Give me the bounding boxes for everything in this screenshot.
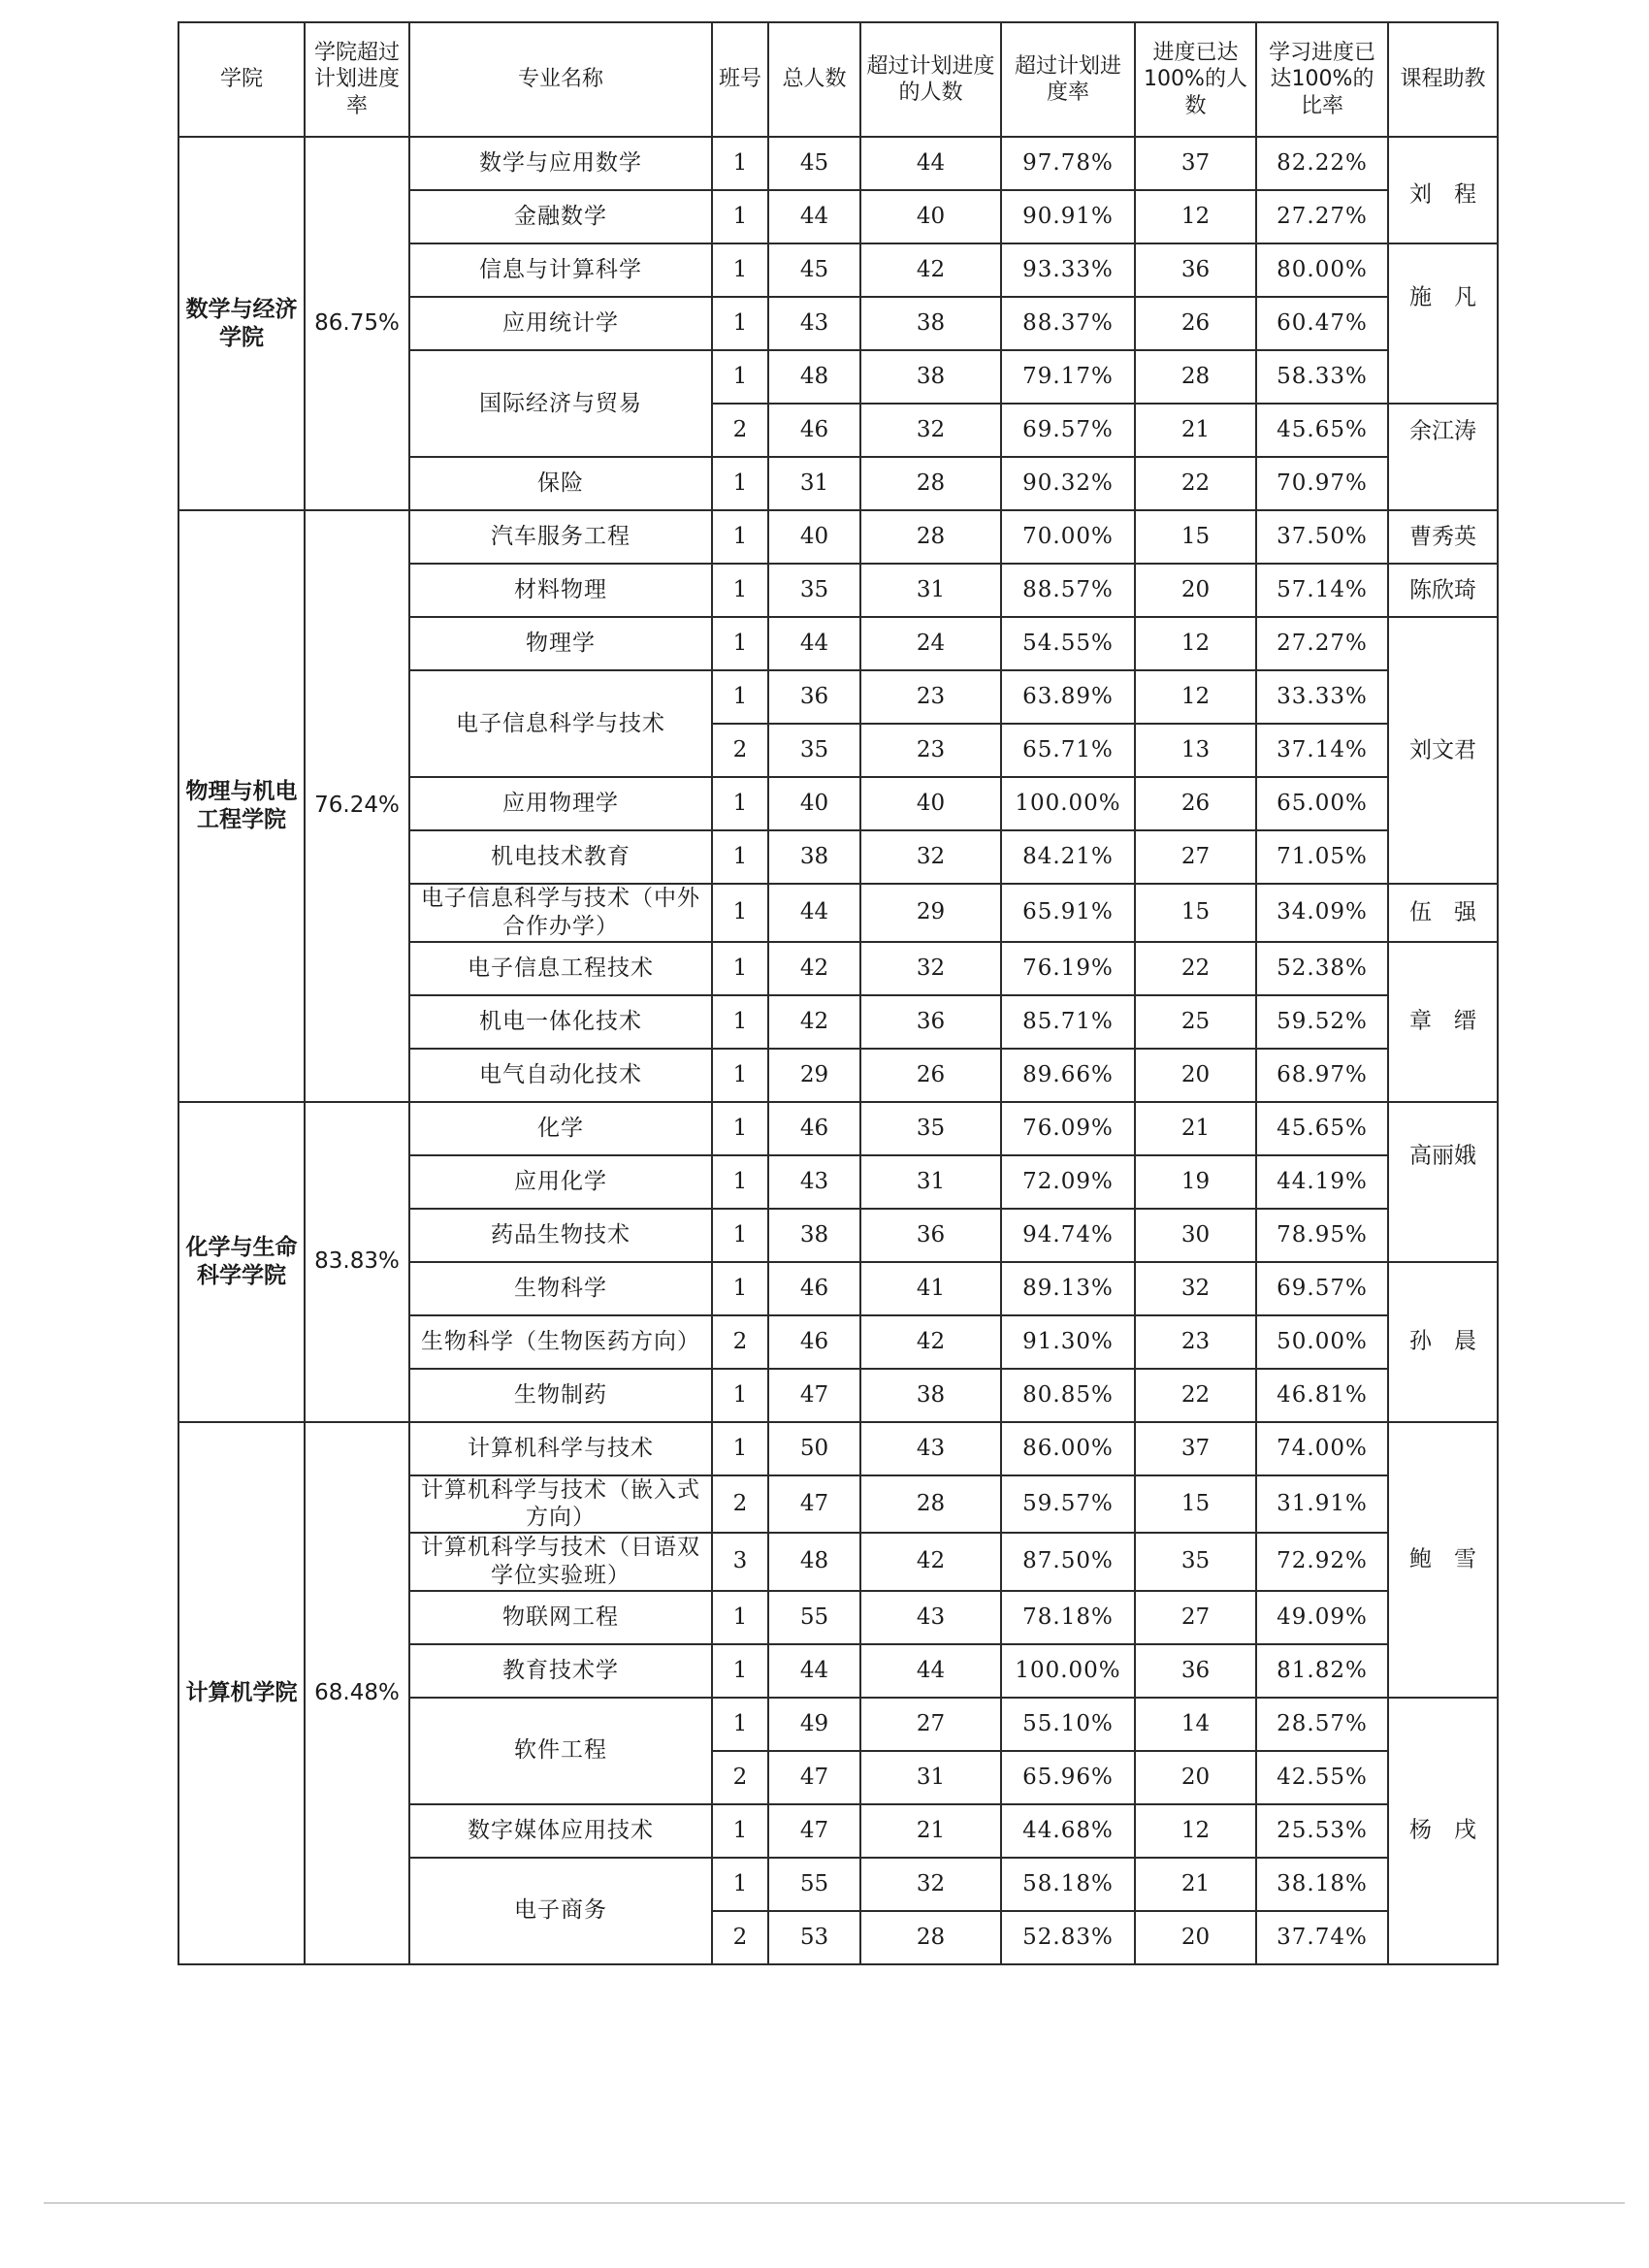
assistant-wrap — [1393, 139, 1493, 242]
class-number: 1 — [712, 1591, 768, 1644]
class-number: 1 — [712, 510, 768, 564]
exceed-rate: 65.96% — [1001, 1751, 1135, 1804]
class-number: 1 — [712, 942, 768, 995]
exceed-count: 40 — [860, 190, 1001, 243]
total-count: 46 — [768, 1102, 860, 1155]
exceed-rate: 89.66% — [1001, 1049, 1135, 1102]
exceed-rate: 91.30% — [1001, 1315, 1135, 1369]
complete-rate: 37.50% — [1256, 510, 1388, 564]
assistant-wrap — [1393, 1702, 1493, 1960]
exceed-rate: 76.09% — [1001, 1102, 1135, 1155]
complete-count: 21 — [1135, 404, 1256, 457]
major-name: 保险 — [409, 457, 712, 510]
exceed-count: 32 — [860, 830, 1001, 884]
assistant-wrap — [1393, 945, 1493, 1099]
exceed-count: 23 — [860, 724, 1001, 777]
complete-count: 20 — [1135, 564, 1256, 617]
complete-rate: 33.33% — [1256, 670, 1388, 724]
exceed-rate: 79.17% — [1001, 350, 1135, 404]
header-complete-rate: 学习进度已达100%的比率 — [1256, 22, 1388, 137]
table-body — [178, 137, 1498, 1964]
class-number: 1 — [712, 995, 768, 1049]
total-count: 49 — [768, 1698, 860, 1751]
total-count: 48 — [768, 1533, 860, 1591]
exceed-count: 38 — [860, 350, 1001, 404]
complete-count: 15 — [1135, 1475, 1256, 1534]
complete-rate: 45.65% — [1256, 1102, 1388, 1155]
assistant-name: 杨 戌 — [1409, 1817, 1476, 1843]
complete-rate: 27.27% — [1256, 190, 1388, 243]
scan-bottom-line — [44, 2202, 1625, 2204]
major-name: 电子信息科学与技术（中外合作办学） — [409, 884, 712, 942]
class-number: 2 — [712, 724, 768, 777]
exceed-rate: 65.91% — [1001, 884, 1135, 942]
complete-rate: 57.14% — [1256, 564, 1388, 617]
major-name: 数学与应用数学 — [409, 137, 712, 190]
exceed-count: 40 — [860, 777, 1001, 830]
major-name: 数字媒体应用技术 — [409, 1804, 712, 1858]
complete-count: 13 — [1135, 724, 1256, 777]
header-class-no: 班号 — [712, 22, 768, 137]
complete-count: 21 — [1135, 1858, 1256, 1911]
exceed-count: 44 — [860, 137, 1001, 190]
class-number: 1 — [712, 1155, 768, 1209]
complete-rate: 72.92% — [1256, 1533, 1388, 1591]
complete-rate: 28.57% — [1256, 1698, 1388, 1751]
exceed-count: 21 — [860, 1804, 1001, 1858]
class-number: 1 — [712, 564, 768, 617]
exceed-rate: 72.09% — [1001, 1155, 1135, 1209]
exceed-rate: 88.57% — [1001, 564, 1135, 617]
total-count: 44 — [768, 1644, 860, 1698]
assistant-cell — [1388, 942, 1498, 1102]
major-name: 计算机科学与技术（嵌入式方向） — [409, 1475, 712, 1534]
total-count: 47 — [768, 1475, 860, 1534]
complete-rate: 45.65% — [1256, 404, 1388, 457]
complete-rate: 34.09% — [1256, 884, 1388, 942]
class-number: 1 — [712, 777, 768, 830]
class-number: 1 — [712, 1698, 768, 1751]
table-row — [178, 1422, 1498, 1475]
major-name: 机电一体化技术 — [409, 995, 712, 1049]
major-name: 应用化学 — [409, 1155, 712, 1209]
table-row — [178, 1102, 1498, 1155]
assistant-cell — [1388, 617, 1498, 884]
exceed-count: 38 — [860, 297, 1001, 350]
exceed-count: 31 — [860, 564, 1001, 617]
class-number: 2 — [712, 404, 768, 457]
total-count: 29 — [768, 1049, 860, 1102]
major-name: 计算机科学与技术（日语双学位实验班） — [409, 1533, 712, 1591]
major-name: 电子信息科学与技术 — [409, 670, 712, 777]
exceed-count: 32 — [860, 404, 1001, 457]
class-number: 1 — [712, 457, 768, 510]
class-number: 1 — [712, 1262, 768, 1315]
major-name: 应用物理学 — [409, 777, 712, 830]
complete-rate: 44.19% — [1256, 1155, 1388, 1209]
exceed-count: 23 — [860, 670, 1001, 724]
exceed-count: 28 — [860, 1911, 1001, 1964]
header-major: 专业名称 — [409, 22, 712, 137]
major-name: 信息与计算科学 — [409, 243, 712, 297]
exceed-rate: 76.19% — [1001, 942, 1135, 995]
major-name: 生物制药 — [409, 1369, 712, 1422]
assistant-cell — [1388, 1422, 1498, 1698]
complete-rate: 52.38% — [1256, 942, 1388, 995]
exceed-count: 28 — [860, 1475, 1001, 1534]
class-number: 1 — [712, 830, 768, 884]
complete-count: 23 — [1135, 1315, 1256, 1369]
assistant-cell — [1388, 564, 1498, 617]
exceed-count: 35 — [860, 1102, 1001, 1155]
table-row — [178, 137, 1498, 190]
assistant-wrap — [1393, 246, 1493, 401]
major-name: 应用统计学 — [409, 297, 712, 350]
class-number: 1 — [712, 1422, 768, 1475]
complete-count: 20 — [1135, 1049, 1256, 1102]
college-name: 物理与机电工程学院 — [178, 510, 305, 1102]
exceed-count: 42 — [860, 1315, 1001, 1369]
complete-count: 12 — [1135, 670, 1256, 724]
total-count: 55 — [768, 1591, 860, 1644]
total-count: 43 — [768, 297, 860, 350]
header-total: 总人数 — [768, 22, 860, 137]
exceed-rate: 97.78% — [1001, 137, 1135, 190]
exceed-count: 31 — [860, 1155, 1001, 1209]
total-count: 48 — [768, 350, 860, 404]
complete-rate: 78.95% — [1256, 1209, 1388, 1262]
exceed-count: 32 — [860, 942, 1001, 995]
assistant-cell — [1388, 1262, 1498, 1422]
complete-count: 27 — [1135, 830, 1256, 884]
class-number: 1 — [712, 1858, 768, 1911]
complete-rate: 37.74% — [1256, 1911, 1388, 1964]
class-number: 1 — [712, 297, 768, 350]
major-name: 教育技术学 — [409, 1644, 712, 1698]
exceed-count: 41 — [860, 1262, 1001, 1315]
major-name: 物联网工程 — [409, 1591, 712, 1644]
total-count: 35 — [768, 724, 860, 777]
major-name: 生物科学 — [409, 1262, 712, 1315]
total-count: 53 — [768, 1911, 860, 1964]
class-number: 1 — [712, 350, 768, 404]
major-name: 金融数学 — [409, 190, 712, 243]
total-count: 46 — [768, 1315, 860, 1369]
assistant-wrap — [1393, 1431, 1493, 1688]
complete-rate: 71.05% — [1256, 830, 1388, 884]
class-number: 2 — [712, 1475, 768, 1534]
complete-count: 12 — [1135, 617, 1256, 670]
complete-count: 28 — [1135, 350, 1256, 404]
complete-count: 12 — [1135, 1804, 1256, 1858]
exceed-count: 42 — [860, 243, 1001, 297]
complete-rate: 68.97% — [1256, 1049, 1388, 1102]
total-count: 38 — [768, 1209, 860, 1262]
class-number: 1 — [712, 670, 768, 724]
assistant-cell — [1388, 1698, 1498, 1964]
complete-rate: 50.00% — [1256, 1315, 1388, 1369]
assistant-name: 施 凡 — [1409, 284, 1476, 310]
exceed-rate: 87.50% — [1001, 1533, 1135, 1591]
exceed-rate: 88.37% — [1001, 297, 1135, 350]
complete-count: 14 — [1135, 1698, 1256, 1751]
complete-rate: 46.81% — [1256, 1369, 1388, 1422]
major-name: 电子信息工程技术 — [409, 942, 712, 995]
exceed-count: 44 — [860, 1644, 1001, 1698]
header-college-rate: 学院超过计划进度率 — [305, 22, 409, 137]
major-name: 汽车服务工程 — [409, 510, 712, 564]
major-name: 化学 — [409, 1102, 712, 1155]
college-name: 计算机学院 — [178, 1422, 305, 1964]
progress-table — [178, 21, 1499, 1965]
total-count: 44 — [768, 884, 860, 942]
assistant-cell — [1388, 243, 1498, 404]
exceed-rate: 44.68% — [1001, 1804, 1135, 1858]
class-number: 1 — [712, 1369, 768, 1422]
header-complete-count: 进度已达100%的人数 — [1135, 22, 1256, 137]
total-count: 36 — [768, 670, 860, 724]
complete-rate: 81.82% — [1256, 1644, 1388, 1698]
complete-count: 26 — [1135, 777, 1256, 830]
total-count: 42 — [768, 942, 860, 995]
exceed-count: 36 — [860, 995, 1001, 1049]
exceed-count: 27 — [860, 1698, 1001, 1751]
total-count: 44 — [768, 190, 860, 243]
exceed-count: 43 — [860, 1422, 1001, 1475]
major-name: 电子商务 — [409, 1858, 712, 1964]
exceed-rate: 54.55% — [1001, 617, 1135, 670]
class-number: 1 — [712, 1209, 768, 1262]
exceed-count: 28 — [860, 510, 1001, 564]
assistant-cell — [1388, 884, 1498, 942]
exceed-rate: 86.00% — [1001, 1422, 1135, 1475]
complete-rate: 58.33% — [1256, 350, 1388, 404]
exceed-rate: 58.18% — [1001, 1858, 1135, 1911]
total-count: 47 — [768, 1804, 860, 1858]
exceed-rate: 70.00% — [1001, 510, 1135, 564]
complete-rate: 25.53% — [1256, 1804, 1388, 1858]
exceed-rate: 93.33% — [1001, 243, 1135, 297]
header-row — [178, 22, 1498, 137]
complete-rate: 37.14% — [1256, 724, 1388, 777]
major-name: 国际经济与贸易 — [409, 350, 712, 457]
exceed-rate: 69.57% — [1001, 404, 1135, 457]
major-name: 物理学 — [409, 617, 712, 670]
complete-count: 22 — [1135, 942, 1256, 995]
class-number: 3 — [712, 1533, 768, 1591]
major-name: 计算机科学与技术 — [409, 1422, 712, 1475]
exceed-rate: 52.83% — [1001, 1911, 1135, 1964]
complete-count: 30 — [1135, 1209, 1256, 1262]
exceed-count: 28 — [860, 457, 1001, 510]
class-number: 1 — [712, 1102, 768, 1155]
college-rate: 83.83% — [305, 1102, 409, 1422]
major-name: 材料物理 — [409, 564, 712, 617]
exceed-rate: 59.57% — [1001, 1475, 1135, 1534]
exceed-count: 32 — [860, 1858, 1001, 1911]
total-count: 55 — [768, 1858, 860, 1911]
complete-count: 22 — [1135, 1369, 1256, 1422]
assistant-cell — [1388, 404, 1498, 510]
exceed-count: 36 — [860, 1209, 1001, 1262]
college-rate: 76.24% — [305, 510, 409, 1102]
class-number: 1 — [712, 617, 768, 670]
assistant-name: 曹秀英 — [1409, 524, 1476, 550]
total-count: 47 — [768, 1751, 860, 1804]
exceed-count: 43 — [860, 1591, 1001, 1644]
complete-count: 15 — [1135, 510, 1256, 564]
complete-rate: 70.97% — [1256, 457, 1388, 510]
complete-count: 36 — [1135, 1644, 1256, 1698]
complete-count: 22 — [1135, 457, 1256, 510]
complete-rate: 49.09% — [1256, 1591, 1388, 1644]
complete-count: 37 — [1135, 137, 1256, 190]
complete-count: 19 — [1135, 1155, 1256, 1209]
total-count: 46 — [768, 1262, 860, 1315]
header-assistant: 课程助教 — [1388, 22, 1498, 137]
assistant-name: 高丽娥 — [1409, 1143, 1476, 1169]
total-count: 44 — [768, 617, 860, 670]
total-count: 47 — [768, 1369, 860, 1422]
assistant-name: 章 缙 — [1409, 1008, 1476, 1034]
total-count: 45 — [768, 243, 860, 297]
exceed-count: 29 — [860, 884, 1001, 942]
exceed-rate: 90.91% — [1001, 190, 1135, 243]
complete-rate: 74.00% — [1256, 1422, 1388, 1475]
class-number: 1 — [712, 884, 768, 942]
total-count: 42 — [768, 995, 860, 1049]
complete-count: 12 — [1135, 190, 1256, 243]
complete-rate: 65.00% — [1256, 777, 1388, 830]
class-number: 1 — [712, 1644, 768, 1698]
exceed-count: 24 — [860, 617, 1001, 670]
exceed-rate: 100.00% — [1001, 777, 1135, 830]
complete-rate: 42.55% — [1256, 1751, 1388, 1804]
college-name: 化学与生命科学学院 — [178, 1102, 305, 1422]
total-count: 40 — [768, 510, 860, 564]
complete-count: 20 — [1135, 1751, 1256, 1804]
class-number: 2 — [712, 1315, 768, 1369]
assistant-cell — [1388, 137, 1498, 243]
total-count: 35 — [768, 564, 860, 617]
exceed-rate: 100.00% — [1001, 1644, 1135, 1698]
total-count: 38 — [768, 830, 860, 884]
complete-rate: 27.27% — [1256, 617, 1388, 670]
assistant-wrap — [1393, 565, 1493, 616]
complete-count: 20 — [1135, 1911, 1256, 1964]
total-count: 45 — [768, 137, 860, 190]
total-count: 46 — [768, 404, 860, 457]
complete-count: 37 — [1135, 1422, 1256, 1475]
assistant-wrap — [1393, 1105, 1493, 1259]
class-number: 1 — [712, 243, 768, 297]
assistant-name: 鲍 雪 — [1409, 1546, 1476, 1572]
assistant-name: 刘文君 — [1409, 737, 1476, 763]
total-count: 40 — [768, 777, 860, 830]
class-number: 2 — [712, 1911, 768, 1964]
total-count: 50 — [768, 1422, 860, 1475]
class-number: 2 — [712, 1751, 768, 1804]
header-exceed-rate: 超过计划进度率 — [1001, 22, 1135, 137]
complete-rate: 82.22% — [1256, 137, 1388, 190]
assistant-name: 刘 程 — [1409, 181, 1476, 208]
exceed-rate: 85.71% — [1001, 995, 1135, 1049]
exceed-rate: 78.18% — [1001, 1591, 1135, 1644]
assistant-name: 孙 晨 — [1409, 1328, 1476, 1354]
exceed-rate: 80.85% — [1001, 1369, 1135, 1422]
assistant-wrap — [1393, 405, 1493, 508]
assistant-name: 伍 强 — [1409, 899, 1476, 925]
complete-count: 27 — [1135, 1591, 1256, 1644]
exceed-count: 38 — [860, 1369, 1001, 1422]
exceed-rate: 90.32% — [1001, 457, 1135, 510]
exceed-rate: 84.21% — [1001, 830, 1135, 884]
major-name: 软件工程 — [409, 1698, 712, 1804]
header-exceed-count: 超过计划进度的人数 — [860, 22, 1001, 137]
exceed-rate: 94.74% — [1001, 1209, 1135, 1262]
total-count: 43 — [768, 1155, 860, 1209]
assistant-wrap — [1393, 887, 1493, 938]
class-number: 1 — [712, 1049, 768, 1102]
exceed-count: 31 — [860, 1751, 1001, 1804]
major-name: 机电技术教育 — [409, 830, 712, 884]
complete-rate: 31.91% — [1256, 1475, 1388, 1534]
major-name: 生物科学（生物医药方向） — [409, 1315, 712, 1369]
exceed-count: 42 — [860, 1533, 1001, 1591]
complete-count: 21 — [1135, 1102, 1256, 1155]
college-name: 数学与经济学院 — [178, 137, 305, 510]
class-number: 1 — [712, 1804, 768, 1858]
assistant-name: 陈欣琦 — [1409, 577, 1476, 603]
assistant-cell — [1388, 510, 1498, 564]
major-name: 药品生物技术 — [409, 1209, 712, 1262]
exceed-rate: 63.89% — [1001, 670, 1135, 724]
complete-count: 26 — [1135, 297, 1256, 350]
exceed-rate: 55.10% — [1001, 1698, 1135, 1751]
college-rate: 68.48% — [305, 1422, 409, 1964]
assistant-wrap — [1393, 622, 1493, 879]
major-name: 电气自动化技术 — [409, 1049, 712, 1102]
assistant-wrap — [1393, 1265, 1493, 1419]
header-college: 学院 — [178, 22, 305, 137]
college-rate: 86.75% — [305, 137, 409, 510]
complete-rate: 69.57% — [1256, 1262, 1388, 1315]
complete-rate: 38.18% — [1256, 1858, 1388, 1911]
assistant-name: 余江涛 — [1409, 418, 1476, 444]
exceed-count: 26 — [860, 1049, 1001, 1102]
complete-count: 15 — [1135, 884, 1256, 942]
complete-rate: 60.47% — [1256, 297, 1388, 350]
class-number: 1 — [712, 137, 768, 190]
class-number: 1 — [712, 190, 768, 243]
exceed-rate: 65.71% — [1001, 724, 1135, 777]
complete-count: 35 — [1135, 1533, 1256, 1591]
table-row — [178, 510, 1498, 564]
complete-rate: 80.00% — [1256, 243, 1388, 297]
total-count: 31 — [768, 457, 860, 510]
exceed-rate: 89.13% — [1001, 1262, 1135, 1315]
assistant-wrap — [1393, 511, 1493, 563]
complete-count: 25 — [1135, 995, 1256, 1049]
complete-rate: 59.52% — [1256, 995, 1388, 1049]
complete-count: 32 — [1135, 1262, 1256, 1315]
assistant-cell — [1388, 1102, 1498, 1262]
complete-count: 36 — [1135, 243, 1256, 297]
